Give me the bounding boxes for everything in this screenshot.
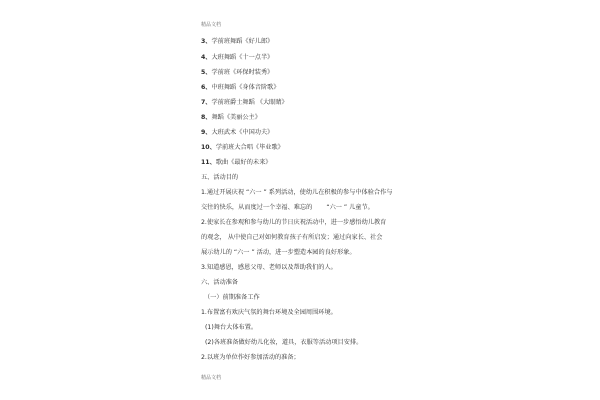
paragraph-line: 2.以班为单位作好参加活动的准备； bbox=[201, 354, 300, 361]
item-text: 舞蹈《美丽公主》 bbox=[211, 114, 261, 121]
item-number: 6、 bbox=[201, 84, 212, 91]
item-number: 3、 bbox=[201, 38, 212, 45]
text-part: “六一 ” 儿童节。 bbox=[326, 204, 374, 211]
item-number: 7、 bbox=[201, 99, 212, 106]
text-part: 交往的快乐，从而度过一个幸福、难忘的 bbox=[201, 204, 313, 211]
item-text: 歌曲《最好的未来》 bbox=[215, 159, 272, 166]
paragraph-line: 的观念， 从中使自己对如何教育孩子有所启发；通过向家长、社会 bbox=[201, 234, 383, 241]
list-item bbox=[201, 38, 273, 46]
paragraph-line: 2.使家长在参观和参与幼儿的节日庆祝活动中，进一步感悟幼儿教育 bbox=[201, 219, 387, 226]
item-number: 8、 bbox=[201, 114, 212, 121]
list-item bbox=[201, 129, 273, 137]
item-number: 9、 bbox=[201, 129, 212, 136]
item-number: 4、 bbox=[201, 54, 212, 61]
page-header: 精品文档 bbox=[201, 22, 222, 28]
item-number: 10、 bbox=[201, 144, 216, 151]
paragraph-line: 1.通过开展庆祝 “六一 ” 系列活动，使幼儿在积极的参与中体验合作与 bbox=[201, 189, 393, 196]
item-number: 5、 bbox=[201, 69, 212, 76]
item-text: 中班舞蹈《身体音阶歌》 bbox=[211, 84, 280, 91]
paragraph-line: (2)各班准备做好幼儿化妆，道具，衣服等活动项目安排。 bbox=[205, 339, 363, 346]
paragraph-line: (1)舞台大体布置。 bbox=[205, 324, 258, 331]
list-item bbox=[201, 114, 261, 122]
item-text: 大班武术《中国功夫》 bbox=[211, 129, 274, 136]
section-title: 六、活动准备 bbox=[201, 279, 239, 286]
item-text: 学前班舞蹈《好儿郎》 bbox=[211, 38, 274, 45]
item-text: 学前班爵士舞蹈 《大眼睛》 bbox=[211, 99, 288, 106]
item-text: 学前班大合唱《毕业歌》 bbox=[215, 144, 284, 151]
list-item bbox=[201, 54, 273, 62]
list-item bbox=[201, 99, 288, 107]
paragraph-line: 展示幼儿的 “六一 ” 活动，进一步塑造本园的良好形象。 bbox=[201, 249, 356, 256]
subsection-title: （一）前期准备工作 bbox=[204, 294, 260, 301]
list-item bbox=[201, 69, 273, 77]
item-text: 学前班《环保时装秀》 bbox=[211, 69, 274, 76]
paragraph-line bbox=[201, 204, 374, 212]
paragraph-line: 3.知道感恩，感恩父母、老师以及帮助我们的人。 bbox=[201, 264, 337, 271]
paragraph-line: 1.布置富有欢庆气氛的舞台环境及全园周围环境。 bbox=[201, 309, 337, 316]
section-title: 五、活动目的 bbox=[201, 174, 239, 181]
list-item bbox=[201, 144, 284, 152]
item-text: 大班舞蹈《十一点半》 bbox=[211, 54, 274, 61]
list-item bbox=[201, 84, 280, 92]
item-number: 11、 bbox=[201, 159, 216, 166]
page-footer: 精品文档 bbox=[201, 375, 222, 381]
list-item bbox=[201, 159, 272, 167]
